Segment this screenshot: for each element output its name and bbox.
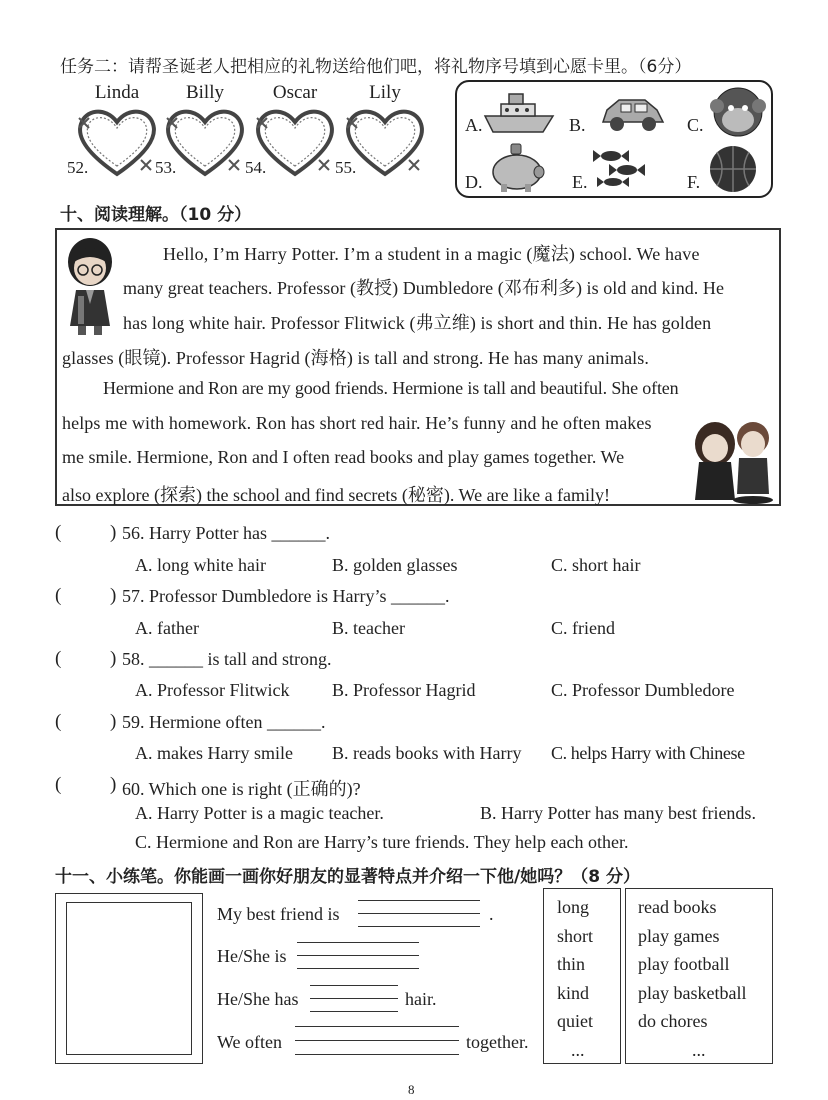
question-59-option-b[interactable]: B. reads books with Harry — [332, 743, 522, 763]
question-56-option-c[interactable]: C. short hair — [551, 555, 641, 575]
question-59-option-c[interactable]: C. helps Harry with Chinese — [551, 743, 745, 763]
word-bank-adjective: kind — [557, 982, 590, 1003]
hermione-ron-figure — [689, 420, 779, 506]
candy-icon — [589, 144, 647, 190]
word-bank-adjective: ... — [571, 1039, 585, 1060]
question-59-stem: 59. Hermione often ______. — [122, 712, 326, 732]
question-57-stem: 57. Professor Dumbledore is Harry’s ______. — [122, 586, 450, 606]
answer-paren-open: ( — [55, 774, 62, 795]
question-58-option-a[interactable]: A. Professor Flitwick — [135, 680, 290, 700]
word-bank-adjective: quiet — [557, 1011, 593, 1031]
question-56-option-b[interactable]: B. golden glasses — [332, 555, 458, 575]
wish-card-number: 55. — [335, 158, 357, 177]
sentence-best-friend: My best friend is — [217, 904, 340, 924]
word-bank-adjective: short — [557, 925, 593, 946]
answer-paren-close: ) — [110, 711, 117, 732]
write-line[interactable] — [310, 998, 398, 999]
sentence-together: together. — [466, 1032, 529, 1052]
wish-card-name: Linda — [94, 82, 140, 103]
sentence-we-often: We often — [217, 1032, 283, 1052]
gift-label-a: A. — [465, 115, 483, 135]
question-58-stem: 58. ______ is tall and strong. — [122, 649, 332, 669]
question-57-option-c[interactable]: C. friend — [551, 618, 615, 638]
passage-line-4: glasses (眼镜). Professor Hagrid (海格) is tall and strong. He has many animals. — [62, 348, 649, 368]
question-60-stem: 60. Which one is right (正确的)? — [122, 779, 361, 799]
answer-paren-open: ( — [55, 585, 62, 606]
passage-line-8: also explore (探索) the school and find secrets (秘密). We are like a family! — [62, 485, 611, 505]
word-bank-adjective: long — [557, 897, 590, 917]
write-line[interactable] — [297, 955, 419, 956]
word-bank-activity: ... — [692, 1039, 706, 1060]
piggy-bank-icon — [487, 142, 547, 194]
question-60-option-c[interactable]: C. Hermione and Ron are Harry’s ture friends. They help each other. — [135, 832, 629, 852]
answer-slot-60[interactable] — [70, 774, 110, 796]
answer-paren-close: ) — [110, 522, 117, 543]
harry-potter-figure — [60, 234, 120, 336]
question-59-option-a[interactable]: A. makes Harry smile — [135, 743, 293, 763]
gift-label-b: B. — [569, 115, 586, 135]
word-bank-adjective: thin — [557, 954, 586, 974]
sentence-period: . — [489, 904, 494, 924]
question-57-option-a[interactable]: A. father — [135, 618, 199, 638]
wish-card-number: 54. — [245, 158, 267, 177]
passage-line-2: many great teachers. Professor (教授) Dumbledore (邓布利多) is old and kind. He — [123, 278, 724, 298]
gift-label-e: E. — [572, 172, 588, 192]
drawing-area[interactable] — [66, 902, 192, 1055]
wish-card-number: 53. — [155, 158, 177, 177]
drawing-frame-outer — [55, 893, 203, 1064]
question-58-option-b[interactable]: B. Professor Hagrid — [332, 680, 476, 700]
question-60-option-a[interactable]: A. Harry Potter is a magic teacher. — [135, 803, 384, 823]
section10-title: 十、阅读理解。（10 分） — [60, 205, 252, 225]
sentence-he-she-has: He/She has — [217, 989, 299, 1009]
wish-card-name: Billy — [185, 82, 224, 103]
sentence-hair: hair. — [405, 989, 437, 1009]
wish-card-name: Oscar — [272, 82, 318, 103]
wish-card-name: Lily — [369, 82, 401, 103]
passage-line-7: me smile. Hermione, Ron and I often read books and play games together. We — [62, 447, 625, 467]
sentence-he-she-is: He/She is — [217, 946, 287, 966]
answer-paren-close: ) — [110, 648, 117, 669]
wish-card-number: 52. — [67, 158, 89, 177]
passage-line-6: helps me with homework. Ron has short red hair. He’s funny and he often makes — [62, 413, 652, 433]
toy-car-icon — [599, 92, 667, 136]
answer-paren-close: ) — [110, 774, 117, 795]
answer-slot-58[interactable] — [70, 648, 110, 670]
answer-paren-open: ( — [55, 522, 62, 543]
question-58-option-c[interactable]: C. Professor Dumbledore — [551, 680, 735, 700]
word-bank-activity: read books — [638, 897, 717, 917]
basketball-icon — [707, 144, 759, 194]
monkey-toy-icon — [707, 84, 769, 140]
gift-label-d: D. — [465, 172, 483, 192]
word-bank-activity: do chores — [638, 1011, 708, 1031]
answer-slot-56[interactable] — [70, 522, 110, 544]
passage-line-3: has long white hair. Professor Flitwick (弗立维) is short and thin. He has golden — [123, 313, 712, 333]
answer-slot-59[interactable] — [70, 711, 110, 733]
section11-title: 十一、小练笔。你能画一画你好朋友的显著特点并介绍一下他/她吗？（8 分） — [55, 867, 640, 887]
gift-label-f: F. — [687, 172, 701, 192]
answer-paren-close: ) — [110, 585, 117, 606]
question-60-option-b[interactable]: B. Harry Potter has many best friends. — [480, 803, 756, 823]
task2-instruction: 任务二：请帮圣诞老人把相应的礼物送给他们吧，将礼物序号填到心愿卡里。（6分） — [60, 57, 692, 77]
page-number: 8 — [408, 1082, 415, 1097]
word-bank-activity: play games — [638, 925, 720, 946]
write-line[interactable] — [295, 1040, 459, 1041]
word-bank-activity: play football — [638, 954, 730, 974]
answer-slot-57[interactable] — [70, 585, 110, 607]
word-bank-activity: play basketball — [638, 982, 747, 1003]
toy-boat-icon — [481, 90, 557, 136]
gift-label-c: C. — [687, 115, 704, 135]
passage-line-5: Hermione and Ron are my good friends. Hermione is tall and beautiful. She often — [103, 378, 679, 398]
question-56-option-a[interactable]: A. long white hair — [135, 555, 266, 575]
gift-options-box — [455, 80, 773, 198]
answer-paren-open: ( — [55, 648, 62, 669]
question-56-stem: 56. Harry Potter has ______. — [122, 523, 330, 543]
question-57-option-b[interactable]: B. teacher — [332, 618, 405, 638]
passage-line-1: Hello, I’m Harry Potter. I’m a student in a magic (魔法) school. We have — [163, 244, 700, 264]
answer-paren-open: ( — [55, 711, 62, 732]
write-line[interactable] — [358, 913, 480, 914]
